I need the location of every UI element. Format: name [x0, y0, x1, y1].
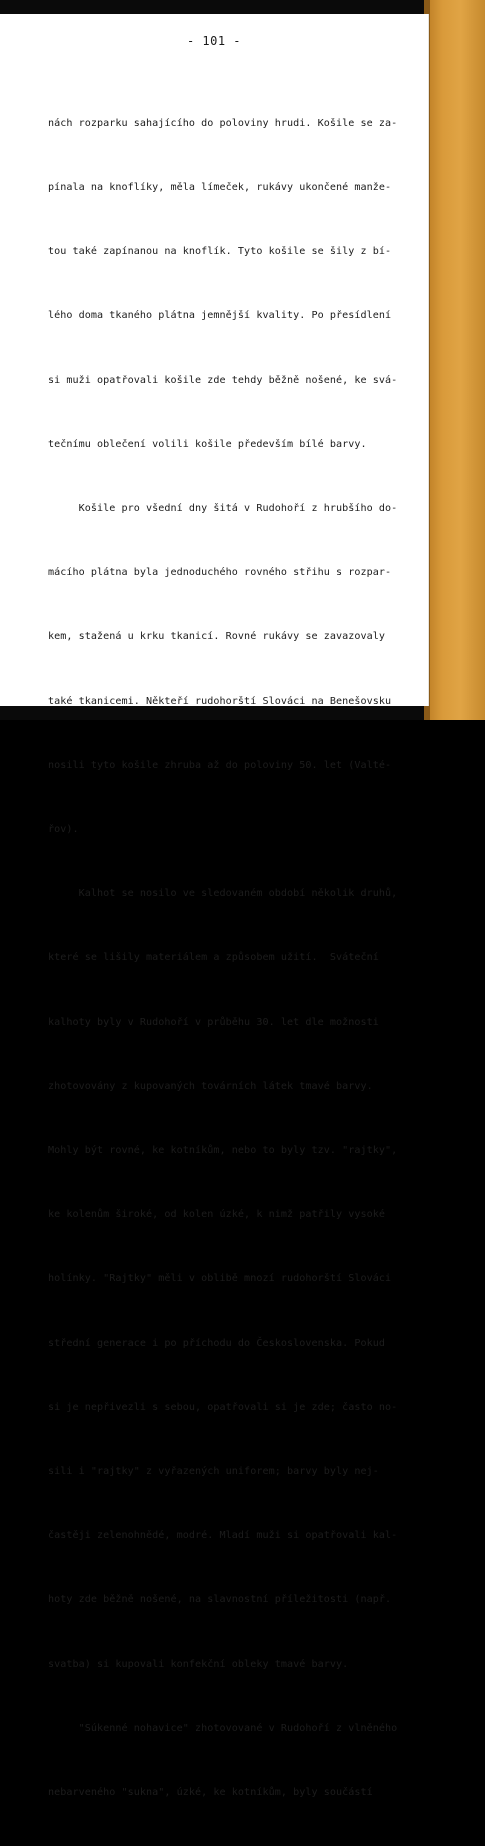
text-line: řov).	[48, 824, 79, 836]
text-line: nosili tyto košile zhruba až do poloviny 50. let (Valté-	[48, 759, 392, 771]
book-page	[0, 14, 428, 1799]
text-line: "Súkenné nohavice" zhotovované v Rudohoří z vlněného	[48, 1722, 398, 1734]
text-line: sili i "rajtky" z vyřazených uniforem; barvy byly nej-	[48, 1466, 379, 1478]
text-line: Mohly být rovné, ke kotníkům, nebo to byly tzv. "rajtky",	[48, 1145, 398, 1157]
text-line: střední generace i po příchodu do Československa. Pokud	[48, 1337, 385, 1349]
text-line: nách rozparku sahajícího do poloviny hrudi. Košile se za-	[48, 117, 398, 129]
text-line: tou také zapínanou na knoflík. Tyto košile se šily z bí-	[48, 246, 392, 258]
text-line: hoty zde běžně nošené, na slavnostní příležitosti (např.	[48, 1594, 392, 1606]
text-line: ke kolenům široké, od kolen úzké, k nimž patřily vysoké	[48, 1209, 385, 1221]
text-line: častěji zelenohnědé, modré. Mladí muži si opatřovali kal-	[48, 1530, 398, 1542]
text-line: lého doma tkaného plátna jemnější kvality. Po přesídlení	[48, 310, 392, 322]
text-line: které se lišily materiálem a způsobem užití. Sváteční	[48, 952, 379, 964]
text-line: pínala na knoflíky, měla límeček, rukávy ukončené manže-	[48, 182, 392, 194]
text-line: kalhoty byly v Rudohoří v průběhu 30. let dle možnosti	[48, 1016, 379, 1028]
text-line: kem, stažená u krku tkanicí. Rovné rukávy se zavazovaly	[48, 631, 385, 643]
text-line: zhotovovány z kupovaných továrních látek tmavé barvy.	[48, 1080, 373, 1092]
text-line: Kalhot se nosilo ve sledovaném období několik druhů,	[48, 888, 398, 900]
text-line: svatba) si kupovali konfekční obleky tmavé barvy.	[48, 1658, 349, 1670]
page-body-text	[48, 70, 408, 1846]
text-line: mácího plátna byla jednoduchého rovného střihu s rozpar-	[48, 567, 392, 579]
text-line: také tkanicemi. Někteří rudohorští Slováci na Benešovsku	[48, 695, 392, 707]
text-line: Košile pro všední dny šitá v Rudohoří z hrubšího do-	[48, 503, 398, 515]
text-line: si muži opatřovali košile zde tehdy běžně nošené, ke svá-	[48, 374, 398, 386]
text-line: si je nepřivezli s sebou, opatřovali si je zde; často no-	[48, 1401, 398, 1413]
page-number: - 101 -	[186, 34, 242, 48]
text-line: tečnímu oblečení volili košile především bílé barvy.	[48, 438, 367, 450]
text-line: nebarveného "sukna", úzké, ke kotníkům, byly součástí	[48, 1787, 373, 1799]
text-line: holínky. "Rajtky" měli v oblibě mnozí rudohorští Slováci	[48, 1273, 392, 1285]
book-binding-edge	[424, 0, 485, 720]
